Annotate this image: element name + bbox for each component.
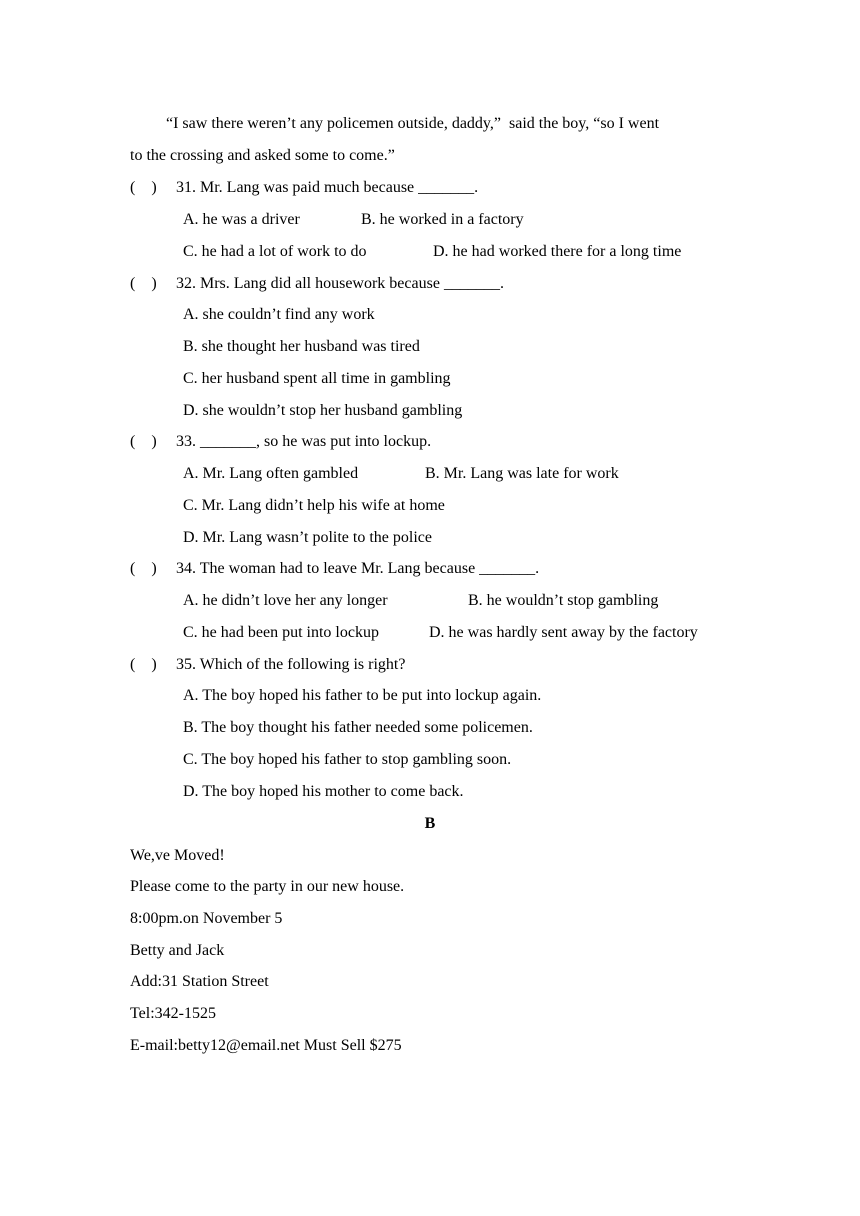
question-31-option-c: C. he had a lot of work to do xyxy=(183,243,367,260)
notice-line: Please come to the party in our new house. xyxy=(130,878,405,895)
question-34-option-b: B. he wouldn’t stop gambling xyxy=(468,592,659,609)
question-32-option-d: D. she wouldn’t stop her husband gambling xyxy=(183,402,463,419)
notice-line: Tel:342-1525 xyxy=(130,1005,216,1022)
question-34-option-c: C. he had been put into lockup xyxy=(183,624,379,641)
question-34-stem: 34. The woman had to leave Mr. Lang because _______. xyxy=(176,560,540,577)
question-31-stem: 31. Mr. Lang was paid much because _______. xyxy=(176,179,479,196)
question-34-option-d: D. he was hardly sent away by the factory xyxy=(429,624,698,641)
notice-line: Betty and Jack xyxy=(130,942,225,959)
question-31-option-d: D. he had worked there for a long time xyxy=(433,243,682,260)
answer-blank: ( ) xyxy=(130,275,157,292)
answer-blank: ( ) xyxy=(130,656,157,673)
question-32-option-c: C. her husband spent all time in gambling xyxy=(183,370,451,387)
question-32-stem: 32. Mrs. Lang did all housework because _______. xyxy=(176,275,504,292)
question-35-option-c: C. The boy hoped his father to stop gambling soon. xyxy=(183,751,512,768)
question-31-option-a: A. he was a driver xyxy=(183,211,300,228)
question-33-option-b: B. Mr. Lang was late for work xyxy=(425,465,619,482)
notice-line: E-mail:betty12@email.net Must Sell $275 xyxy=(130,1037,402,1054)
question-35-option-a: A. The boy hoped his father to be put into lockup again. xyxy=(183,687,542,704)
question-31-option-b: B. he worked in a factory xyxy=(361,211,524,228)
question-32-option-a: A. she couldn’t find any work xyxy=(183,306,375,323)
notice-line: 8:00pm.on November 5 xyxy=(130,910,283,927)
question-35-option-b: B. The boy thought his father needed some policemen. xyxy=(183,719,533,736)
question-32-option-b: B. she thought her husband was tired xyxy=(183,338,420,355)
question-35-option-d: D. The boy hoped his mother to come back. xyxy=(183,783,464,800)
answer-blank: ( ) xyxy=(130,433,157,450)
question-33-option-a: A. Mr. Lang often gambled xyxy=(183,465,359,482)
passage-line-2: to the crossing and asked some to come.” xyxy=(130,147,395,164)
notice-line: We,ve Moved! xyxy=(130,847,225,864)
question-33-stem: 33. _______, so he was put into lockup. xyxy=(176,433,432,450)
question-33-option-d: D. Mr. Lang wasn’t polite to the police xyxy=(183,529,432,546)
answer-blank: ( ) xyxy=(130,560,157,577)
question-33-option-c: C. Mr. Lang didn’t help his wife at home xyxy=(183,497,445,514)
passage-line-1: “I saw there weren’t any policemen outside, daddy,” said the boy, “so I went xyxy=(166,115,660,132)
answer-blank: ( ) xyxy=(130,179,157,196)
notice-line: Add:31 Station Street xyxy=(130,973,269,990)
question-34-option-a: A. he didn’t love her any longer xyxy=(183,592,388,609)
section-b-heading: B xyxy=(424,815,436,832)
question-35-stem: 35. Which of the following is right? xyxy=(176,656,406,673)
